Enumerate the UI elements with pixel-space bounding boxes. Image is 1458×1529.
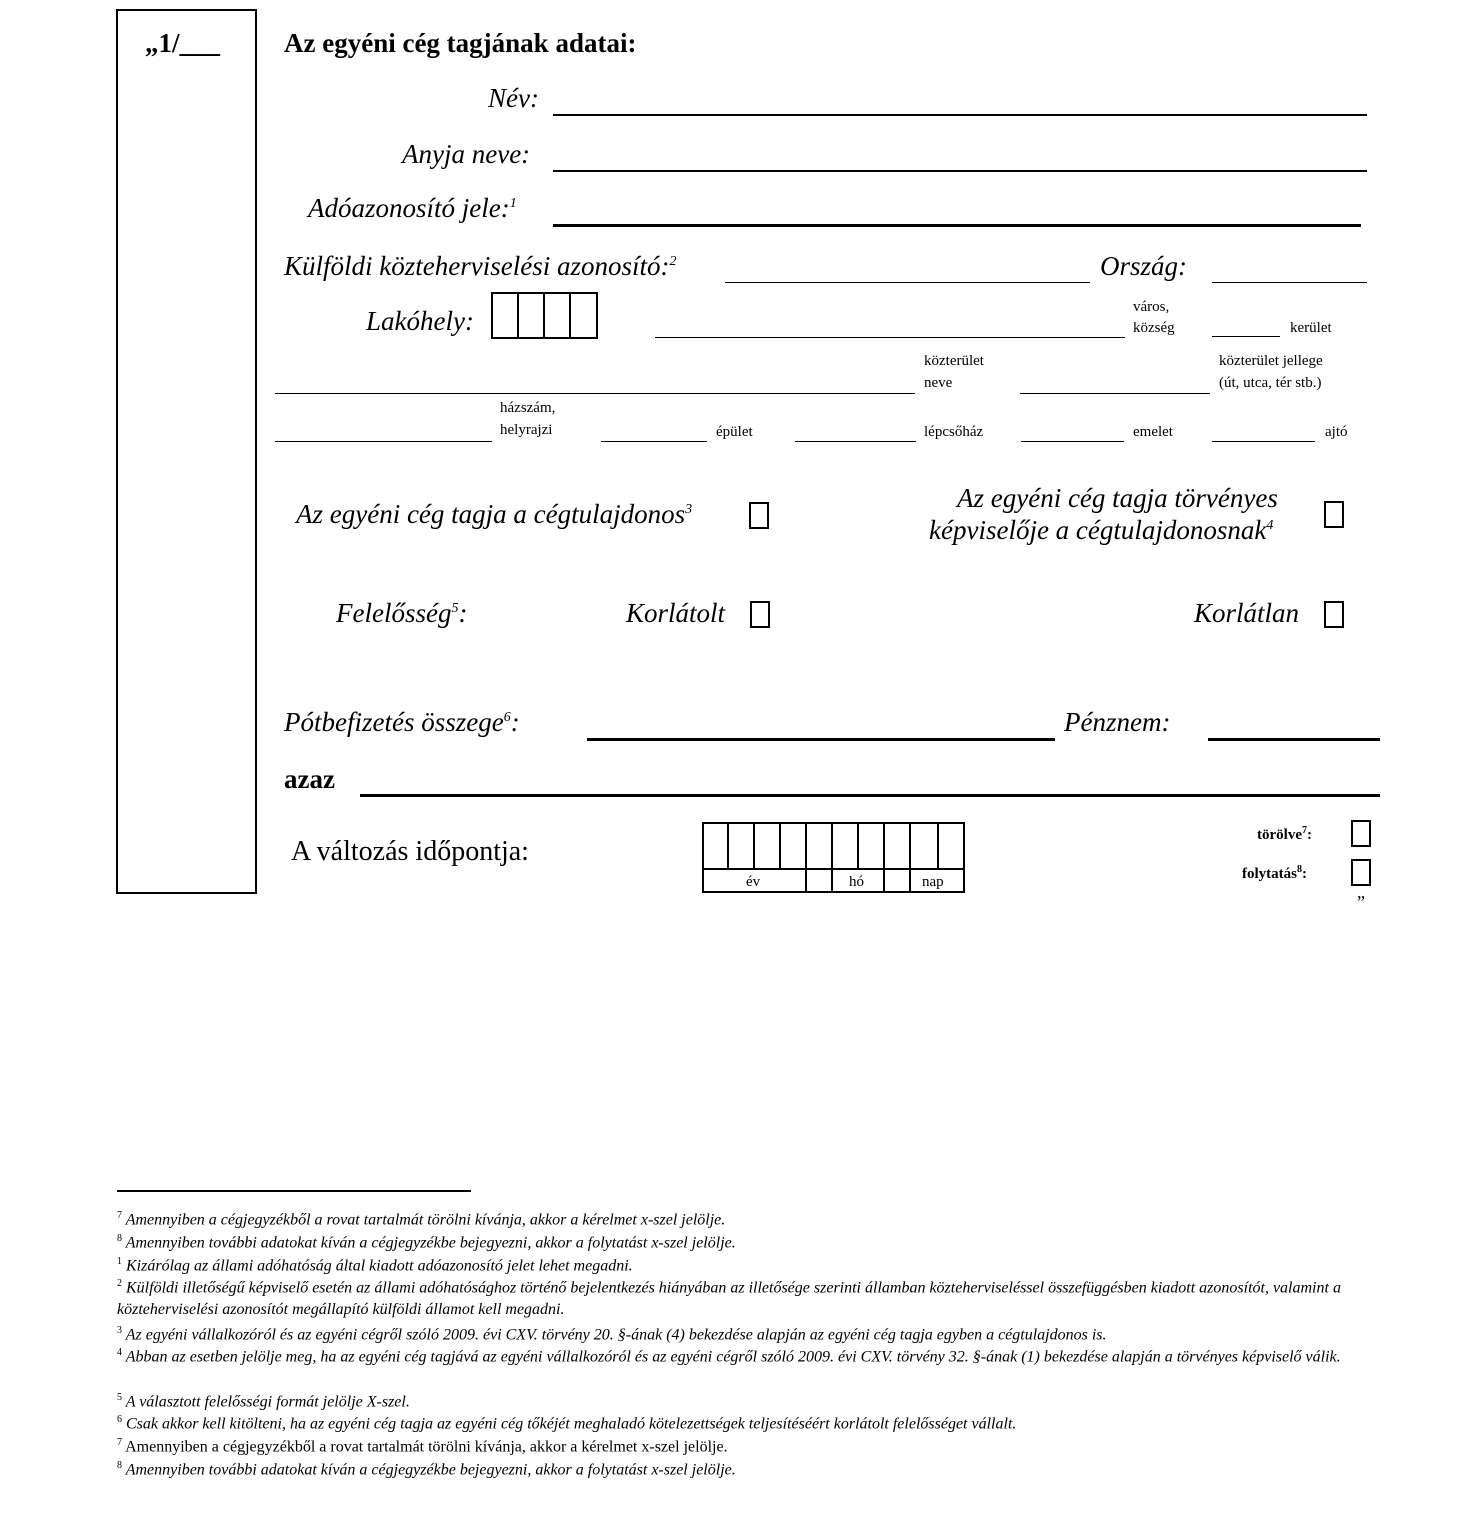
epulet-field[interactable]	[601, 441, 707, 442]
penznem-field[interactable]	[1208, 738, 1380, 741]
footnote-ref: 8	[1297, 864, 1302, 875]
footnote-item: $^3$ Az egyéni vállalkozóról és az egyéni cégről szóló 2009. évi CXV. törvény 20. §-ának (4) bekezdése alapján az egyéni cég tagja egyben a cégtulajdonos is.	[117, 1325, 1107, 1344]
date-ev-label: év	[746, 874, 761, 890]
kerulet-field[interactable]	[1212, 336, 1280, 337]
footnote-item: $^4$ Abban az esetben jelölje meg, ha az egyéni cég tagjává az egyéni vállalkozóról és az egyéni cégről szóló 2009. évi CXV. törvény 32. §-ának (1) bekezdése alapján a törvényes képviselő válik.	[117, 1347, 1341, 1366]
varos-label-2: község	[1133, 320, 1175, 336]
date-ho-label: hó	[849, 874, 864, 890]
footnote-ref: 4	[1266, 518, 1274, 533]
page-title: Az egyéni cég tagjának adatai:	[284, 28, 637, 58]
kozterulet-neve-label-2: neve	[924, 375, 953, 391]
footnote-item: $^2$ Külföldi illetőségű képviselő esetén az állami adóhatósághoz történő bejelentkezés hiányában az illetősége szerinti államban közteherviseléssel összefüggésben kiadott azonosítót, valamint a közteherviselési azonosítót megállapító külföldi államot kell megadni.	[117, 1278, 1341, 1319]
kozterulet-neve-field[interactable]	[275, 393, 915, 394]
date-cell-divider	[727, 823, 729, 869]
emelet-label: emelet	[1133, 424, 1173, 440]
orszag-field[interactable]	[1212, 282, 1367, 283]
torolve-checkbox[interactable]	[1351, 820, 1371, 847]
azaz-label: azaz	[284, 764, 335, 794]
footnote-separator	[117, 1190, 471, 1192]
anyja-neve-field[interactable]	[553, 170, 1367, 172]
lepcsohaz-label: lépcsőház	[924, 424, 984, 440]
potbefizetes-field[interactable]	[587, 738, 1055, 741]
sidebar-box	[116, 9, 257, 894]
torvenyes-label-2: képviselője a cégtulajdonosnak$^4$	[929, 515, 1274, 545]
date-cell-divider	[753, 823, 755, 869]
date-nap-label: nap	[922, 874, 944, 890]
date-cell-divider	[909, 823, 911, 892]
footnote-ref: 7	[1301, 825, 1307, 836]
azaz-field[interactable]	[360, 794, 1380, 797]
date-box-separator	[703, 868, 964, 870]
felelosseg-label: Felelősség$^5$:	[336, 598, 468, 628]
emelet-field[interactable]	[1021, 441, 1124, 442]
closing-quote: ”	[1357, 892, 1365, 912]
iranyitoszam-divider	[543, 293, 545, 338]
korlatolt-label: Korlátolt	[626, 598, 726, 628]
cegtulajdonos-checkbox[interactable]	[749, 502, 769, 529]
orszag-label: Ország:	[1100, 251, 1188, 281]
penznem-label: Pénznem:	[1064, 707, 1171, 737]
nev-label: Név:	[488, 83, 539, 113]
lakohely-label: Lakóhely:	[366, 306, 474, 336]
kozterulet-jellege-label-2: (út, utca, tér stb.)	[1219, 375, 1322, 391]
kozterulet-neve-label-1: közterület	[924, 353, 984, 369]
footnote-ref: 6	[503, 710, 511, 725]
footnote-item: $^8$ Amennyiben további adatokat kíván a cégjegyzékbe bejegyezni, akkor a folytatást x-szel jelölje.	[117, 1460, 736, 1479]
varos-label-1: város,	[1133, 299, 1170, 315]
iranyitoszam-divider	[569, 293, 571, 338]
korlatlan-label: Korlátlan	[1194, 598, 1300, 628]
sidebar-code: „1/___	[145, 28, 221, 58]
potbefizetes-label: Pótbefizetés összege$^6$:	[284, 707, 520, 737]
footnote-ref: 1	[509, 196, 517, 211]
footnote-item: $^1$ Kizárólag az állami adóhatóság által kiadott adóazonosító jelet lehet megadni.	[117, 1256, 633, 1275]
cegtulajdonos-label: Az egyéni cég tagja a cégtulajdonos$^3$	[296, 499, 693, 529]
footnote-item: $^8$ Amennyiben további adatokat kíván a cégjegyzékbe bejegyezni, akkor a folytatást x-szel jelölje.	[117, 1233, 736, 1252]
varos-field[interactable]	[655, 337, 1125, 338]
anyja-neve-label: Anyja neve:	[402, 139, 531, 169]
kozterulet-jellege-label-1: közterület jellege	[1219, 353, 1323, 369]
date-cell-divider	[779, 823, 781, 869]
adoazonosito-field[interactable]	[553, 224, 1361, 227]
adoazonosito-label: Adóazonosító jele:$^1$	[308, 193, 517, 223]
valtozas-label: A változás időpontja:	[291, 836, 529, 867]
kerulet-label: kerület	[1290, 320, 1332, 336]
date-cell-divider	[831, 823, 833, 892]
date-cell-divider	[857, 823, 859, 869]
korlatlan-checkbox[interactable]	[1324, 601, 1344, 628]
korlatolt-checkbox[interactable]	[750, 601, 770, 628]
torolve-label: törölve$^7$:	[1257, 825, 1312, 843]
ajto-label: ajtó	[1325, 424, 1348, 440]
footnote-item: $^5$ A választott felelősségi formát jelölje X-szel.	[117, 1392, 410, 1411]
torvenyes-checkbox[interactable]	[1324, 501, 1344, 528]
footnote-ref: 2	[669, 254, 677, 269]
hazszam-label-1: házszám,	[500, 400, 556, 416]
hazszam-field[interactable]	[275, 441, 492, 442]
footnote-ref: 5	[451, 601, 459, 616]
kulfoldi-field[interactable]	[725, 282, 1090, 283]
torvenyes-label-1: Az egyéni cég tagja törvényes	[957, 483, 1278, 513]
date-cell-divider	[883, 823, 885, 892]
date-cell-divider	[805, 823, 807, 892]
kulfoldi-label: Külföldi közteherviselési azonosító:$^2$	[284, 251, 677, 281]
kozterulet-jellege-field[interactable]	[1020, 393, 1210, 394]
folytatas-label: folytatás$^8$:	[1242, 864, 1307, 882]
footnote-item: $^7$ Amennyiben a cégjegyzékből a rovat tartalmát törölni kívánja, akkor a kérelmet x-szel jelölje.	[117, 1210, 726, 1229]
lepcsohaz-field[interactable]	[795, 441, 916, 442]
footnote-item: $^7$ Amennyiben a cégjegyzékből a rovat tartalmát törölni kívánja, akkor a kérelmet x-szel jelölje.	[117, 1437, 728, 1456]
epulet-label: épület	[716, 424, 753, 440]
iranyitoszam-divider	[517, 293, 519, 338]
ajto-field[interactable]	[1212, 441, 1315, 442]
footnote-item: $^6$ Csak akkor kell kitölteni, ha az egyéni cég tagja az egyéni cég tőkéjét meghaladó kötelezettségek teljesítéséért korlátolt felelősséget vállalt.	[117, 1414, 1017, 1433]
nev-field[interactable]	[553, 114, 1367, 116]
footnote-ref: 3	[685, 502, 693, 517]
date-cell-divider	[937, 823, 939, 869]
hazszam-label-2: helyrajzi	[500, 422, 553, 438]
folytatas-checkbox[interactable]	[1351, 859, 1371, 886]
